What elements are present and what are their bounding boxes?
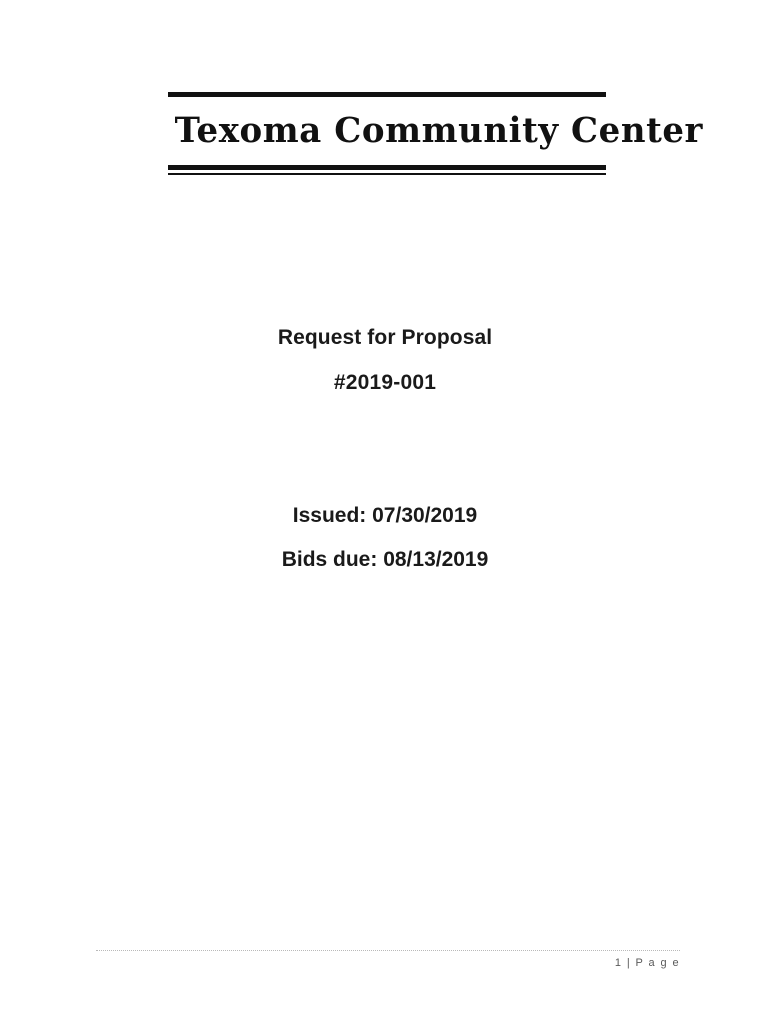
dates-block — [0, 494, 770, 582]
page-footer — [96, 950, 680, 969]
issued-date: Issued: 07/30/2019 — [292, 504, 478, 527]
letterhead-bottom-rule-thin — [168, 173, 606, 175]
document-number: #2019-001 — [333, 371, 437, 394]
page-number: 1 | P a g e — [614, 957, 680, 969]
bids-due-date: Bids due: 08/13/2019 — [281, 548, 489, 571]
organization-name: Texoma Community Center — [174, 110, 704, 151]
letterhead-bottom-rule — [168, 165, 606, 170]
title-block — [0, 315, 770, 405]
document-title: Request for Proposal — [277, 326, 493, 349]
letterhead — [168, 92, 704, 175]
